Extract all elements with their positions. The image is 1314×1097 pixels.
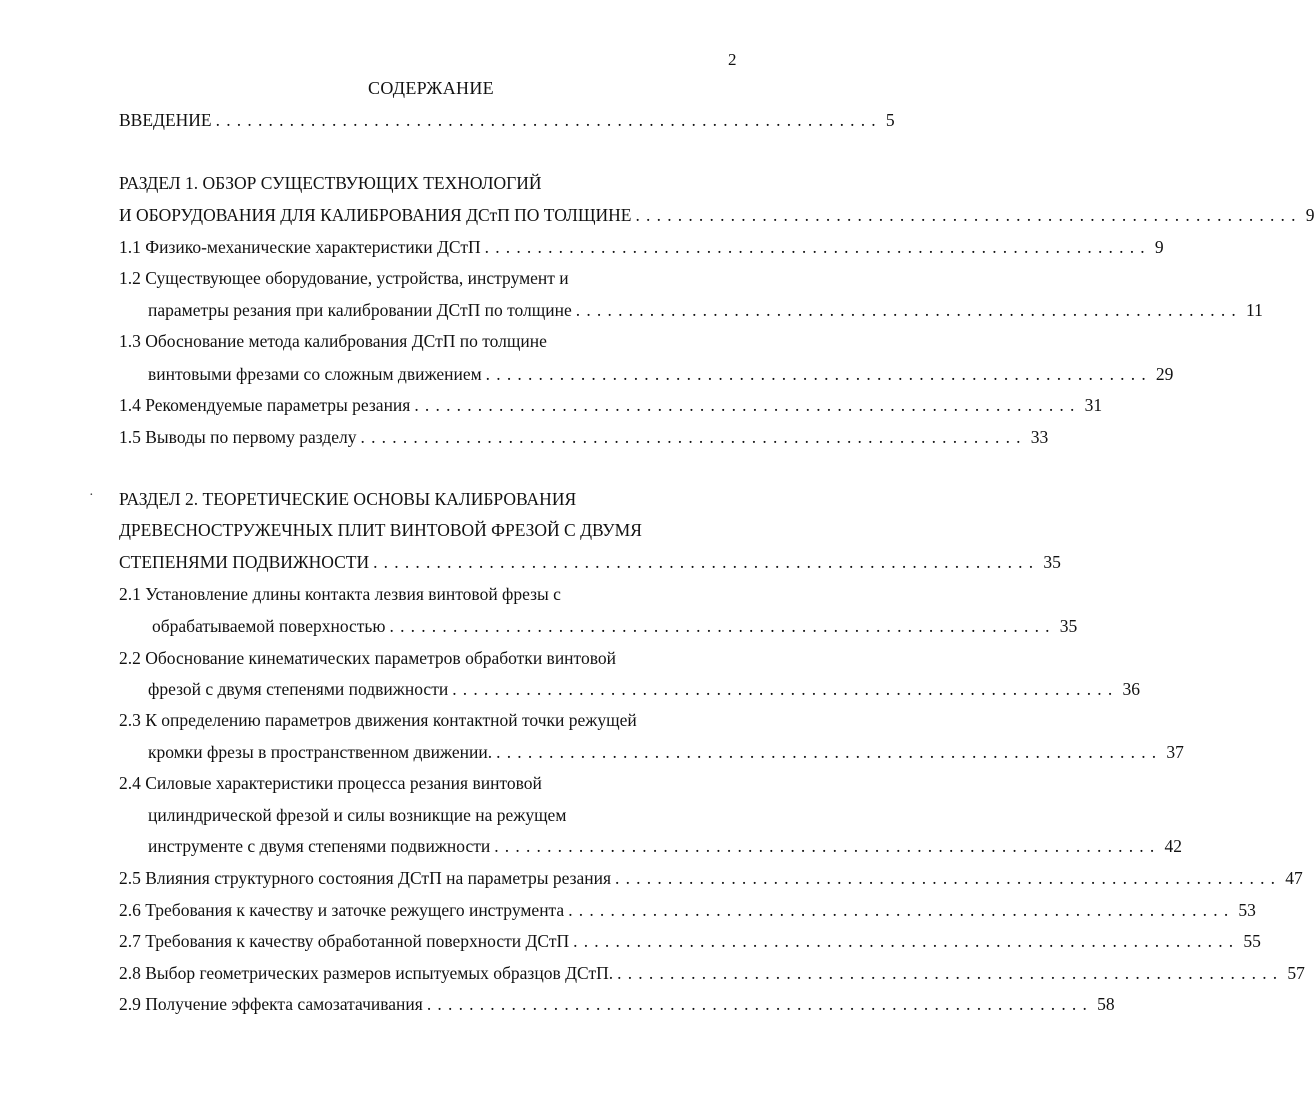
dot-leader: ...............................................................: [617, 963, 1284, 983]
toc-entry-section1: [119, 203, 1314, 227]
toc-entry-text: 2.8 Выбор геометрических размеров испытуемых образцов ДСтП.: [119, 963, 614, 983]
toc-entry-text: И ОБОРУДОВАНИЯ ДЛЯ КАЛИБРОВАНИЯ ДСтП ПО ТОЛЩИНЕ: [119, 205, 632, 225]
toc-entry-page: 53: [1238, 900, 1256, 920]
toc-entry-2-5: [119, 866, 1303, 890]
toc-entry-2-3-line1: 2.3 К определению параметров движения контактной точки режущей: [119, 710, 637, 730]
toc-entry-page: 29: [1155, 364, 1174, 384]
section2-heading-line2: ДРЕВЕСНОСТРУЖЕЧНЫХ ПЛИТ ВИНТОВОЙ ФРЕЗОЙ С ДВУМЯ: [119, 520, 642, 540]
toc-entry-text: СТЕПЕНЯМИ ПОДВИЖНОСТИ: [119, 552, 370, 572]
toc-entry-page: 57: [1287, 963, 1305, 983]
toc-entry-page: 9: [1305, 205, 1314, 225]
toc-entry-2-2: [148, 677, 1140, 701]
toc-entry-1-4: [119, 393, 1103, 417]
dot-leader: ...............................................................: [389, 616, 1056, 636]
toc-entry-1-3-line1: 1.3 Обоснование метода калибрования ДСтП по толщине: [119, 331, 547, 351]
toc-entry-2-9: [119, 992, 1115, 1016]
dot-leader: ...............................................................: [426, 994, 1094, 1014]
dot-leader: ...............................................................: [452, 679, 1119, 699]
toc-entry-page: 35: [1059, 616, 1078, 636]
toc-entry-text: кромки фрезы в пространственном движении.: [148, 742, 493, 762]
dot-leader: ...............................................................: [494, 836, 1161, 856]
toc-entry-page: 55: [1243, 931, 1261, 951]
toc-entry-text: ВВЕДЕНИЕ: [119, 110, 212, 130]
toc-entry-2-6: [119, 898, 1256, 922]
toc-entry-text: 1.4 Рекомендуемые параметры резания: [119, 395, 411, 415]
dot-leader: ...............................................................: [635, 205, 1302, 225]
toc-entry-text: обрабатываемой поверхностью: [152, 616, 386, 636]
toc-entry-section2: [119, 550, 1061, 574]
margin-mark: ·: [89, 488, 94, 503]
toc-entry-page: 37: [1166, 742, 1184, 762]
toc-entry-2-4-line2: цилиндрической фрезой и силы возникщие на режущем: [148, 805, 567, 825]
toc-entry-text: 1.1 Физико-механические характеристики ДСтП: [119, 237, 481, 257]
page-number: 2: [728, 50, 737, 69]
toc-entry-text: параметры резания при калибровании ДСтП по толщине: [148, 300, 572, 320]
toc-entry-text: 1.5 Выводы по первому разделу: [119, 427, 357, 447]
dot-leader: ...............................................................: [215, 110, 882, 130]
toc-entry-2-7: [119, 929, 1261, 953]
toc-entry-2-2-line1: 2.2 Обоснование кинематических параметров обработки винтовой: [119, 648, 616, 668]
section2-heading-line1: РАЗДЕЛ 2. ТЕОРЕТИЧЕСКИЕ ОСНОВЫ КАЛИБРОВАНИЯ: [119, 489, 577, 509]
toc-entry-2-4: [148, 834, 1182, 858]
toc-entry-page: 9: [1154, 237, 1164, 257]
toc-entry-2-3: [148, 740, 1184, 764]
toc-entry-text: 2.7 Требования к качеству обработанной поверхности ДСтП: [119, 931, 570, 951]
toc-entry-page: 11: [1246, 300, 1263, 320]
toc-entry-2-1: [152, 614, 1078, 638]
toc-entry-page: 42: [1164, 836, 1182, 856]
toc-entry-2-8: [119, 961, 1305, 985]
dot-leader: ...............................................................: [615, 868, 1282, 888]
toc-entry-page: 36: [1122, 679, 1140, 699]
dot-leader: ...............................................................: [484, 237, 1151, 257]
section1-heading-line1: РАЗДЕЛ 1. ОБЗОР СУЩЕСТВУЮЩИХ ТЕХНОЛОГИЙ: [119, 173, 542, 193]
dot-leader: ...............................................................: [496, 742, 1163, 762]
toc-entry-1-2: [148, 298, 1263, 322]
toc-entry-1-2-line1: 1.2 Существующее оборудование, устройства, инструмент и: [119, 268, 569, 288]
toc-entry-text: инструменте с двумя степенями подвижности: [148, 836, 491, 856]
toc-entry-2-1-line1: 2.1 Установление длины контакта лезвия винтовой фрезы с: [119, 584, 561, 604]
toc-entry-text: винтовыми фрезами со сложным движением: [148, 364, 482, 384]
toc-entry-text: фрезой с двумя степенями подвижности: [148, 679, 449, 699]
toc-entry-introduction: [119, 108, 895, 132]
dot-leader: ...............................................................: [568, 900, 1235, 920]
toc-entry-page: 33: [1030, 427, 1049, 447]
toc-entry-page: 5: [885, 110, 895, 130]
toc-entry-text: 2.9 Получение эффекта самозатачивания: [119, 994, 423, 1014]
toc-entry-page: 58: [1097, 994, 1115, 1014]
toc-entry-1-5: [119, 425, 1049, 449]
dot-leader: ...............................................................: [373, 552, 1040, 572]
toc-entry-1-1: [119, 235, 1164, 259]
toc-entry-text: 2.6 Требования к качеству и заточке режущего инструмента: [119, 900, 565, 920]
dot-leader: ...............................................................: [573, 931, 1240, 951]
dot-leader: ...............................................................: [575, 300, 1242, 320]
dot-leader: ...............................................................: [360, 427, 1027, 447]
toc-title: СОДЕРЖАНИЕ: [368, 78, 494, 98]
toc-entry-page: 35: [1043, 552, 1061, 572]
toc-entry-page: 47: [1285, 868, 1303, 888]
toc-entry-2-4-line1: 2.4 Силовые характеристики процесса резания винтовой: [119, 773, 542, 793]
toc-entry-1-3: [148, 362, 1174, 386]
dot-leader: ...............................................................: [414, 395, 1081, 415]
dot-leader: ...............................................................: [485, 364, 1152, 384]
toc-entry-text: 2.5 Влияния структурного состояния ДСтП на параметры резания: [119, 868, 612, 888]
toc-entry-page: 31: [1084, 395, 1103, 415]
